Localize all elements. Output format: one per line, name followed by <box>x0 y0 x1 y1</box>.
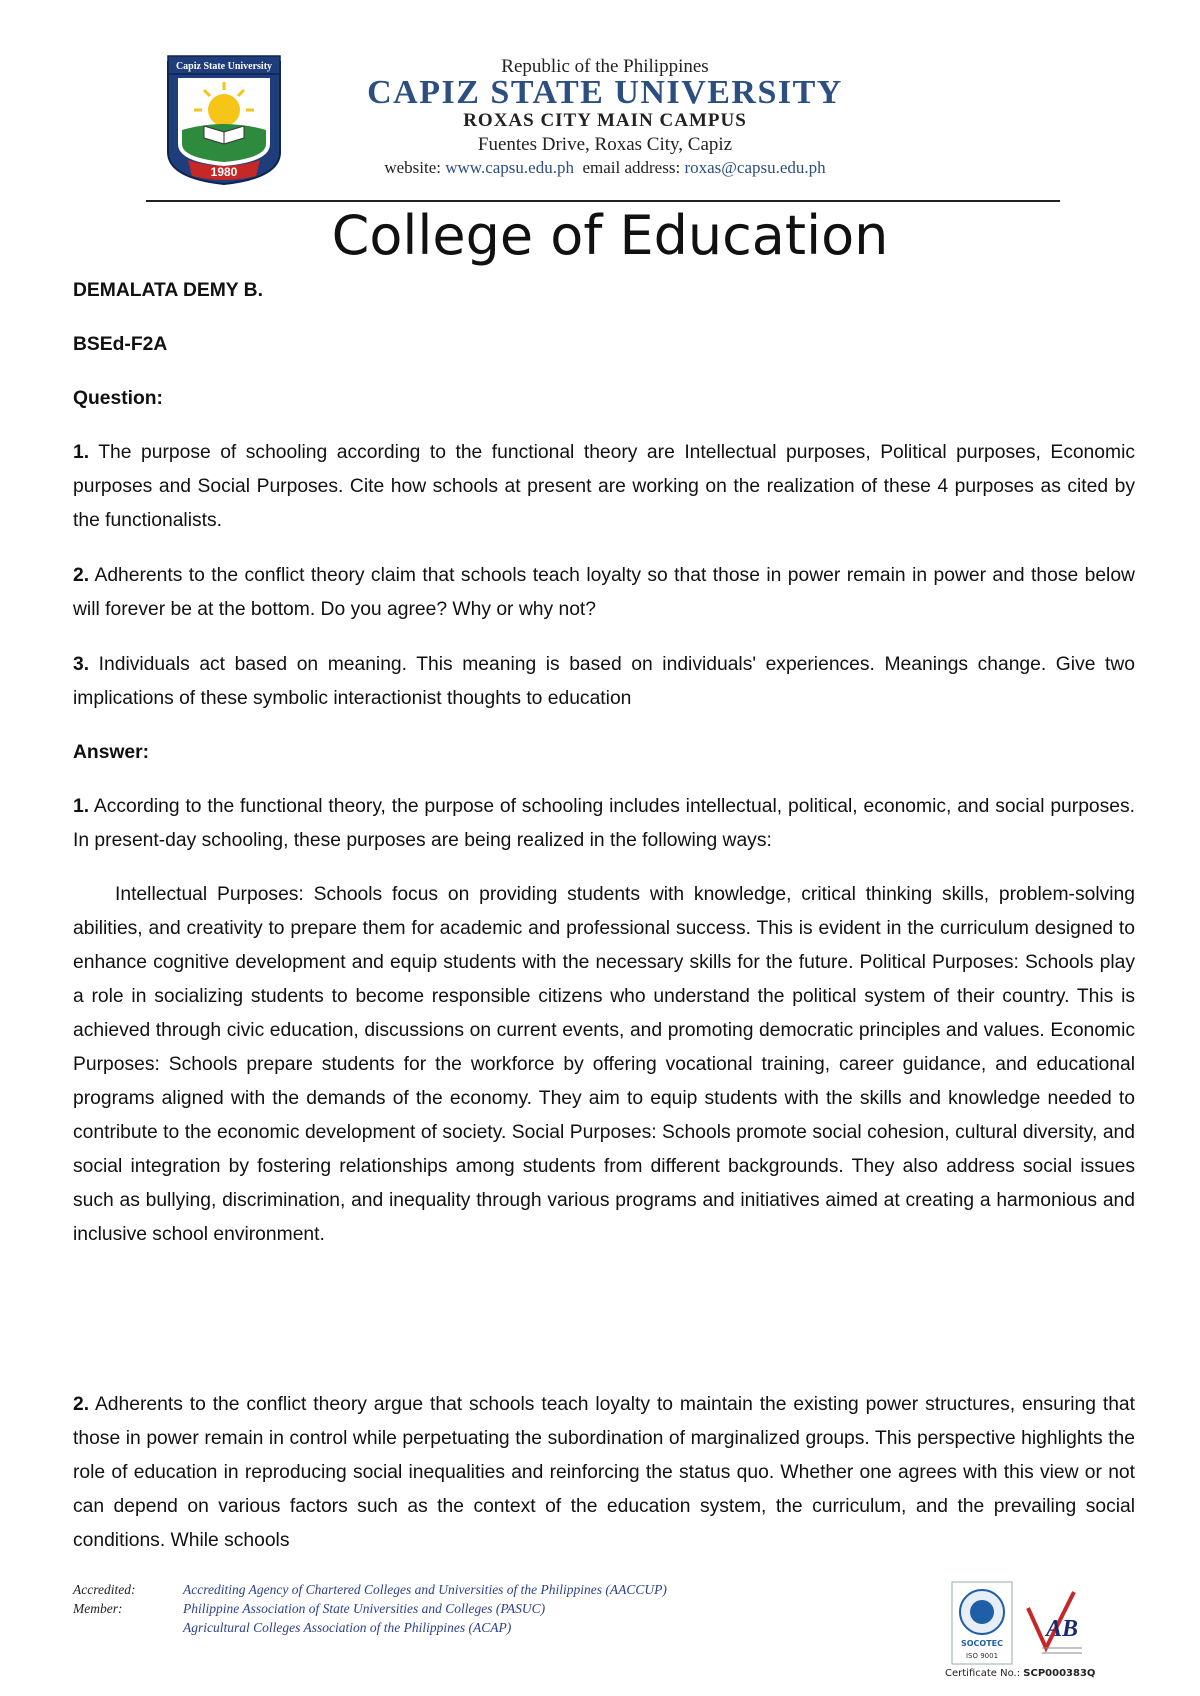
answer-2 <box>73 1388 1135 1558</box>
university-name: CAPIZ STATE UNIVERSITY <box>367 74 843 111</box>
question-2-text: Adherents to the conflict theory claim that schools teach loyalty so that those in power remain in power and those below will forever be at the bottom. Do you agree? Why or why not? <box>73 565 1135 620</box>
socotec-badge-icon <box>952 1582 1012 1664</box>
email-link[interactable]: roxas@capsu.edu.ph <box>684 158 826 177</box>
question-2-number: 2. <box>73 565 90 586</box>
contact-line <box>300 158 910 178</box>
certificate-label: Certificate No.: <box>945 1668 1021 1679</box>
accredited-agency: Accrediting Agency of Chartered Colleges and Universities of the Philippines (AACCUP) <box>183 1582 667 1597</box>
question-1 <box>73 436 1135 538</box>
answer-1-number: 1. <box>73 796 90 817</box>
accreditation-badge-icon <box>1022 1582 1086 1664</box>
certification-badges <box>950 1578 1090 1670</box>
question-3-text: Individuals act based on meaning. This meaning is based on individuals' experiences. Meanings change. Give two implications of these symbolic interactionist thoughts to education <box>73 654 1136 709</box>
ab-label: AB <box>1045 1616 1079 1642</box>
member-acap: Agricultural Colleges Association of the Philippines (ACAP) <box>183 1620 512 1635</box>
answer-1-intro-text: According to the functional theory, the purpose of schooling includes intellectual, political, economic, and social purposes. In present-day schooling, these purposes are being realized in the following ways: <box>73 796 1136 851</box>
iso-label: ISO 9001 <box>965 1652 999 1660</box>
website-link[interactable]: www.capsu.edu.ph <box>445 158 574 177</box>
answer-heading: Answer: <box>73 742 150 763</box>
republic-line: Republic of the Philippines <box>501 56 709 77</box>
socotec-label: SOCOTEC <box>960 1639 1004 1648</box>
answer-2-text: Adherents to the conflict theory argue that schools teach loyalty to maintain the existing power structures, ensuring that those in power remain in control while perpetuating the subordination of marginalized groups. This perspective highlights the role of education in reproducing social inequalities and reinforcing the status quo. Whether one agrees with this view or not can depend on various factors such as the context of the education system, the curriculum, and the prevailing social conditions. While schools <box>73 1394 1135 1551</box>
student-name: DEMALATA DEMY B. <box>73 280 263 301</box>
answer-2-number: 2. <box>73 1394 90 1415</box>
email-label: email address: <box>582 158 681 177</box>
header-divider <box>146 200 1060 202</box>
member-pasuc: Philippine Association of State Universities and Colleges (PASUC) <box>183 1601 546 1616</box>
question-1-text: The purpose of schooling according to the functional theory are Intellectual purposes, Political purposes, Economic purposes and Social Purposes. Cite how schools at present are working on the realization of these 4 purposes as cited by the functionalists. <box>73 442 1135 531</box>
college-title: College of Education <box>331 204 889 267</box>
website-label: website: <box>384 158 441 177</box>
campus-address: Fuentes Drive, Roxas City, Capiz <box>477 134 733 155</box>
question-3 <box>73 648 1135 716</box>
student-section: BSEd-F2A <box>73 334 168 355</box>
question-2 <box>73 559 1135 627</box>
certificate-value: SCP000383Q <box>1023 1668 1096 1679</box>
campus-name: ROXAS CITY MAIN CAMPUS <box>463 110 747 131</box>
question-3-number: 3. <box>73 654 90 675</box>
answer-1-body: Intellectual Purposes: Schools focus on providing students with knowledge, critical thinking skills, problem-solving abilities, and creativity to prepare them for academic and professional success. This is evident in the curriculum designed to enhance cognitive development and equip students with the necessary skills for the future. Political Purposes: Schools play a role in socializing students to become responsible citizens who understand the political system of their country. This is achieved through civic education, discussions on current events, and promoting democratic principles and values. Economic Purposes: Schools prepare students for the workforce by offering vocational training, career guidance, and educational programs aligned with the demands of the economy. They aim to equip students with the skills and knowledge needed to contribute to the economic development of society. Social Purposes: Schools promote social cohesion, cultural diversity, and social integration by fostering relationships among students from different backgrounds. They also address social issues such as bullying, discrimination, and inequality through various programs and initiatives aimed at creating a harmonious and inclusive school environment. <box>73 884 1135 1245</box>
logo-year: 1980 <box>210 165 238 179</box>
question-1-number: 1. <box>73 442 90 463</box>
answer-1-intro <box>73 790 1135 858</box>
certificate-number <box>945 1668 1095 1679</box>
accredited-label: Accredited: <box>73 1582 136 1597</box>
member-label: Member: <box>73 1601 123 1616</box>
question-heading: Question: <box>73 388 163 409</box>
logo-name: Capiz State University <box>175 61 273 72</box>
university-seal-icon <box>164 52 284 186</box>
